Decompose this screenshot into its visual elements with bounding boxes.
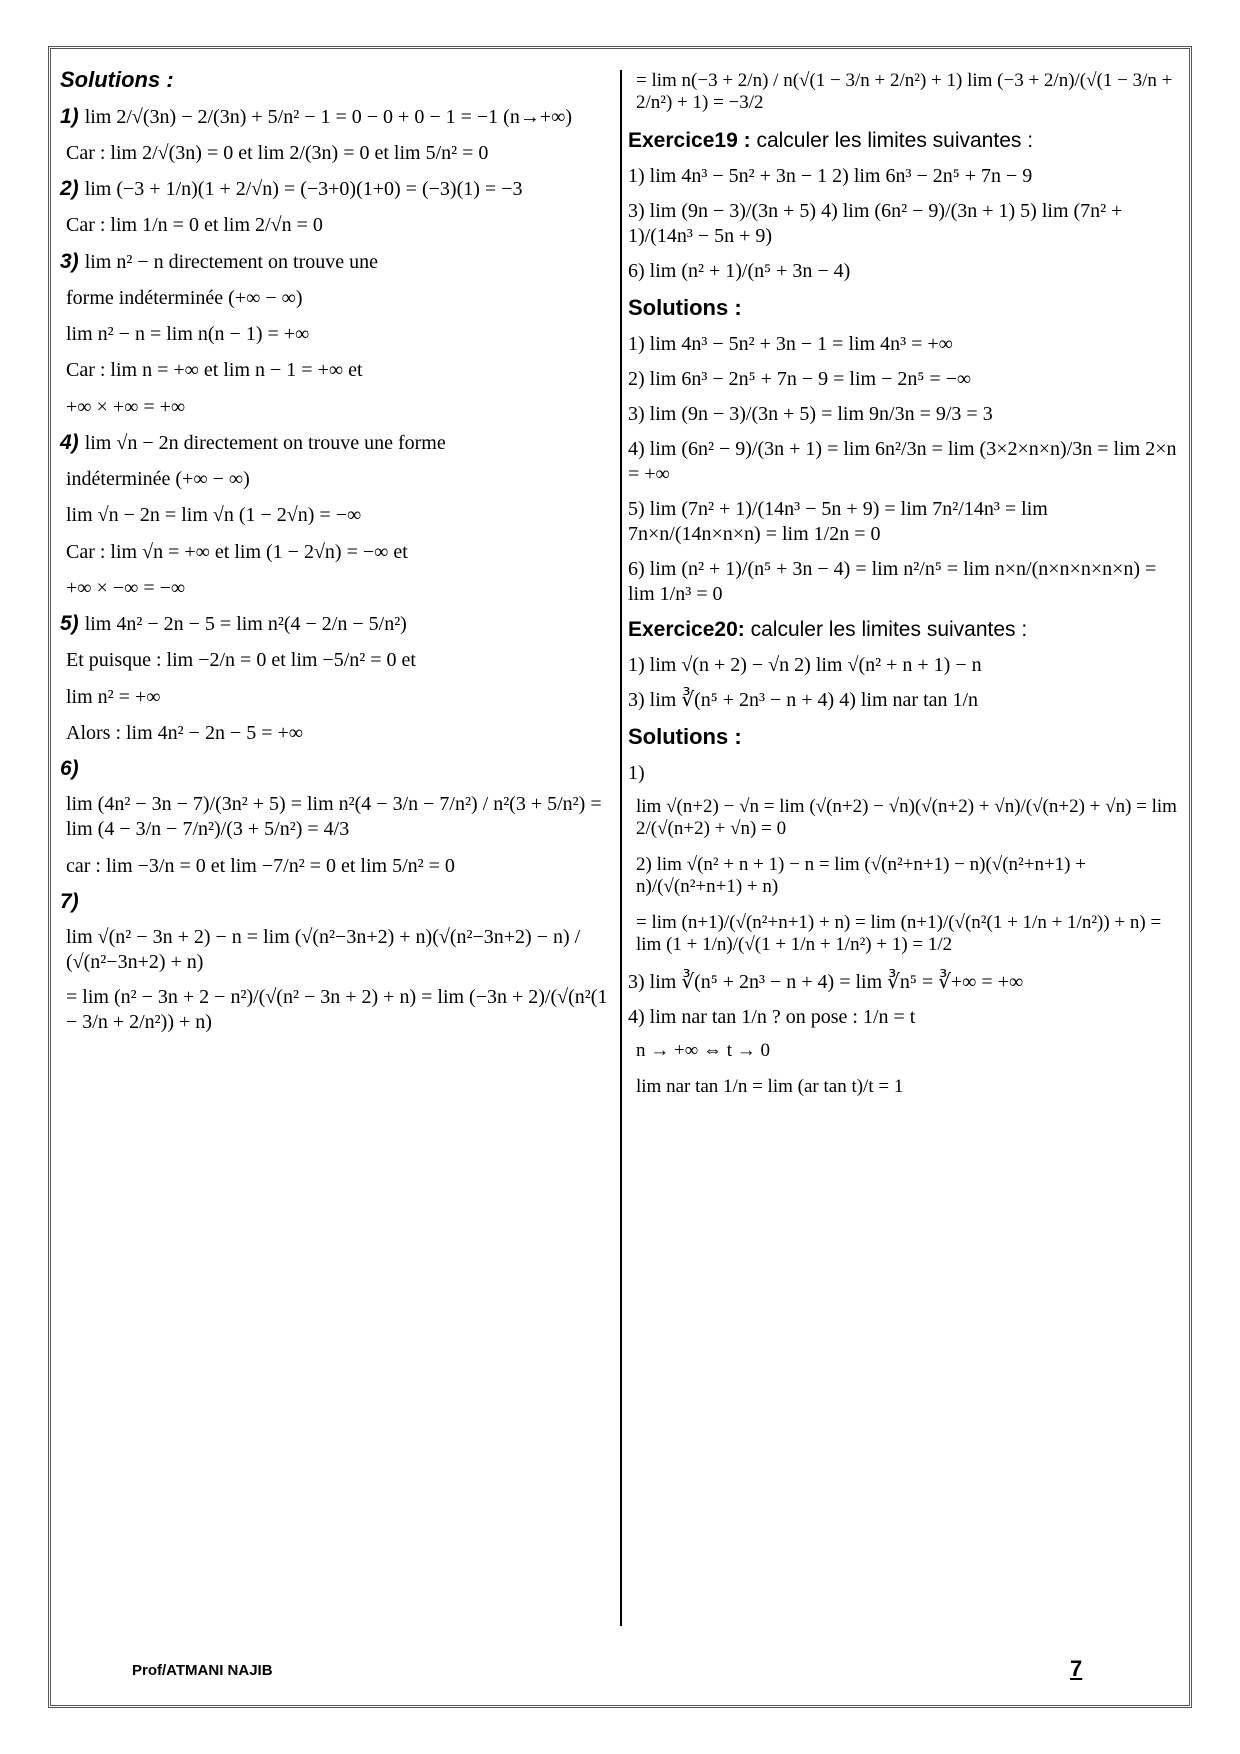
item-formula: lim √n − 2n directement on trouve une forme xyxy=(84,431,446,454)
equation-line: lim nar tan 1/n = lim (ar tan t)/t = 1 xyxy=(636,1075,904,1097)
item-formula: car : lim −3/n = 0 et lim −7/n² = 0 et lim 5/n² = 0 xyxy=(66,854,455,877)
item-formula: Alors : lim 4n² − 2n − 5 = +∞ xyxy=(66,721,304,744)
left-item xyxy=(60,212,608,238)
solutions-heading: Solutions : xyxy=(628,724,742,749)
left-item xyxy=(60,430,608,456)
item-number: 4) xyxy=(60,430,79,454)
left-solutions-list xyxy=(60,104,608,1036)
item-formula: Car : lim n = +∞ et lim n − 1 = +∞ et xyxy=(66,359,363,382)
left-item xyxy=(60,925,608,975)
formula-line: 3) lim (9n − 3)/(3n + 5) = lim 9n/3n = 9/3 = 3 xyxy=(628,402,993,425)
exercise-title: Exercice19 : xyxy=(628,129,751,152)
solutions-heading: Solutions : xyxy=(60,67,174,92)
left-column xyxy=(60,66,608,1046)
formula-line: 3) lim ∛(n⁵ + 2n³ − n + 4) = lim ∛n⁵ = ∛+∞ = +∞ xyxy=(628,970,1024,993)
item-formula: lim (4n² − 3n − 7)/(3n² + 5) = lim n²(4 − 3/n − 7/n²) / n²(3 + 5/n²) = lim (4 − 3/n − 7/n²)/(3 + 5/n²) = 4/3 xyxy=(66,793,602,841)
formula-line: 4) lim nar tan 1/n ? on pose : 1/n = t xyxy=(628,1005,916,1028)
left-item xyxy=(60,466,608,492)
equation-line: n → +∞ ⇔ t → 0 xyxy=(636,1039,771,1061)
item-number: 6) xyxy=(60,757,79,780)
equation-line: lim √(n+2) − √n = lim (√(n+2) − √n)(√(n+2) + √n)/(√(n+2) + √n) = lim 2/(√(n+2) + √n) = 0 xyxy=(636,795,1177,839)
formula-line: 5) lim (7n² + 1)/(14n³ − 5n + 9) = lim 7n²/14n³ = lim 7n×n/(14n×n×n) = lim 1/2n = 0 xyxy=(628,497,1048,545)
left-item xyxy=(60,611,608,637)
item-number: 2) xyxy=(60,177,79,200)
left-item xyxy=(60,285,608,311)
item-formula: Car : lim 2/√(3n) = 0 et lim 2/(3n) = 0 et lim 5/n² = 0 xyxy=(66,141,489,164)
item-formula: lim √n − 2n = lim √n (1 − 2√n) = −∞ xyxy=(66,504,362,527)
exercise-heading xyxy=(628,617,1184,643)
left-item xyxy=(60,647,608,673)
left-item xyxy=(60,502,608,528)
item-number: 1) xyxy=(60,104,79,128)
formula-line: 2) lim 6n³ − 2n⁵ + 7n − 9 = lim − 2n⁵ = −∞ xyxy=(628,367,972,390)
item-formula: indéterminée (+∞ − ∞) xyxy=(66,468,250,490)
item-formula: lim (−3 + 1/n)(1 + 2/√n) = (−3+0)(1+0) = (−3)(1) = −3 xyxy=(84,178,523,200)
item-formula: lim n² − n directement on trouve une xyxy=(84,250,378,273)
item-formula: lim √(n² − 3n + 2) − n = lim (√(n²−3n+2) + n)(√(n²−3n+2) − n) / (√(n²−3n+2) + n) xyxy=(66,926,581,973)
item-formula: lim 2/√(3n) − 2/(3n) + 5/n² − 1 = 0 − 0 + 0 − 1 = −1 (n→+∞) xyxy=(84,105,573,128)
left-item xyxy=(60,539,608,565)
item-number: 3) xyxy=(60,249,79,273)
exercise-title: Exercice20: xyxy=(628,617,745,641)
left-item xyxy=(60,853,608,879)
formula-line: 1) lim √(n + 2) − √n 2) lim √(n² + n + 1) − n xyxy=(628,654,982,676)
left-item xyxy=(60,684,608,710)
item-formula: = lim (n² − 3n + 2 − n²)/(√(n² − 3n + 2) + n) = lim (−3n + 2)/(√(n²(1 − 3/n + 2/n²)) + n) xyxy=(66,986,608,1034)
formula-line: 3) lim (9n − 3)/(3n + 5) 4) lim (6n² − 9)/(3n + 1) 5) lim (7n² + 1)/(14n³ − 5n + 9) xyxy=(628,200,1123,248)
formula-line: 1) lim 4n³ − 5n² + 3n − 1 = lim 4n³ = +∞ xyxy=(628,332,953,355)
item-formula: +∞ × −∞ = −∞ xyxy=(66,576,186,599)
formula-line: 1) lim 4n³ − 5n² + 3n − 1 2) lim 6n³ − 2n⁵ + 7n − 9 xyxy=(628,165,1033,188)
item-formula: Et puisque : lim −2/n = 0 et lim −5/n² = 0 et xyxy=(66,649,416,672)
right-content-list xyxy=(628,70,1184,1098)
item-formula: lim 4n² − 2n − 5 = lim n²(4 − 2/n − 5/n²) xyxy=(84,613,407,635)
formula-line: 3) lim ∛(n⁵ + 2n³ − n + 4) 4) lim nar tan 1/n xyxy=(628,689,979,711)
left-item xyxy=(60,321,608,347)
formula-line: 1) xyxy=(628,761,645,784)
left-item xyxy=(60,176,608,202)
item-formula: lim n² = +∞ xyxy=(66,685,161,708)
exercise-instruction: calculer les limites suivantes : xyxy=(744,617,1028,641)
left-item xyxy=(60,104,608,130)
footer-author: Prof/ATMANI NAJIB xyxy=(132,1662,273,1679)
formula-line: 6) lim (n² + 1)/(n⁵ + 3n − 4) = lim n²/n⁵ = lim n×n/(n×n×n×n×n) = lim 1/n³ = 0 xyxy=(628,557,1157,605)
left-item xyxy=(60,985,608,1035)
item-formula: Car : lim √n = +∞ et lim (1 − 2√n) = −∞ et xyxy=(66,540,408,563)
exercise-instruction: calculer les limites suivantes : xyxy=(750,129,1034,152)
left-item xyxy=(60,792,608,842)
solutions-heading: Solutions : xyxy=(628,295,742,321)
left-item xyxy=(60,140,608,166)
item-formula: forme indéterminée (+∞ − ∞) xyxy=(66,286,303,309)
item-number: 5) xyxy=(60,612,79,635)
right-column xyxy=(628,66,1184,1112)
equation-line: = lim (n+1)/(√(n²+n+1) + n) = lim (n+1)/(√(n²(1 + 1/n + 1/n²)) + n) = lim (1 + 1/n)/(√(1 + 1/n + 1/n²) + 1) = 1/2 xyxy=(636,911,1162,955)
column-divider xyxy=(620,70,622,1626)
left-item xyxy=(60,756,608,782)
item-formula: lim n² − n = lim n(n − 1) = +∞ xyxy=(66,323,310,345)
equation-line: = lim n(−3 + 2/n) / n(√(1 − 3/n + 2/n²) + 1) lim (−3 + 2/n)/(√(1 − 3/n + 2/n²) + 1) = −3/2 xyxy=(636,70,1173,113)
left-item xyxy=(60,394,608,420)
exercise-heading xyxy=(628,128,1184,154)
item-formula: Car : lim 1/n = 0 et lim 2/√n = 0 xyxy=(66,214,323,237)
left-item xyxy=(60,720,608,746)
left-item xyxy=(60,249,608,275)
left-item xyxy=(60,357,608,383)
left-item xyxy=(60,575,608,601)
item-formula: +∞ × +∞ = +∞ xyxy=(66,395,186,418)
footer-page-number: 7 xyxy=(1070,1656,1083,1681)
formula-line: 6) lim (n² + 1)/(n⁵ + 3n − 4) xyxy=(628,260,851,283)
item-number: 7) xyxy=(60,889,79,913)
left-item xyxy=(60,889,608,915)
formula-line: 4) lim (6n² − 9)/(3n + 1) = lim 6n²/3n = lim (3×2×n×n)/3n = lim 2×n = +∞ xyxy=(628,437,1177,485)
equation-line: 2) lim √(n² + n + 1) − n = lim (√(n²+n+1) − n)(√(n²+n+1) + n)/(√(n²+n+1) + n) xyxy=(636,853,1086,897)
